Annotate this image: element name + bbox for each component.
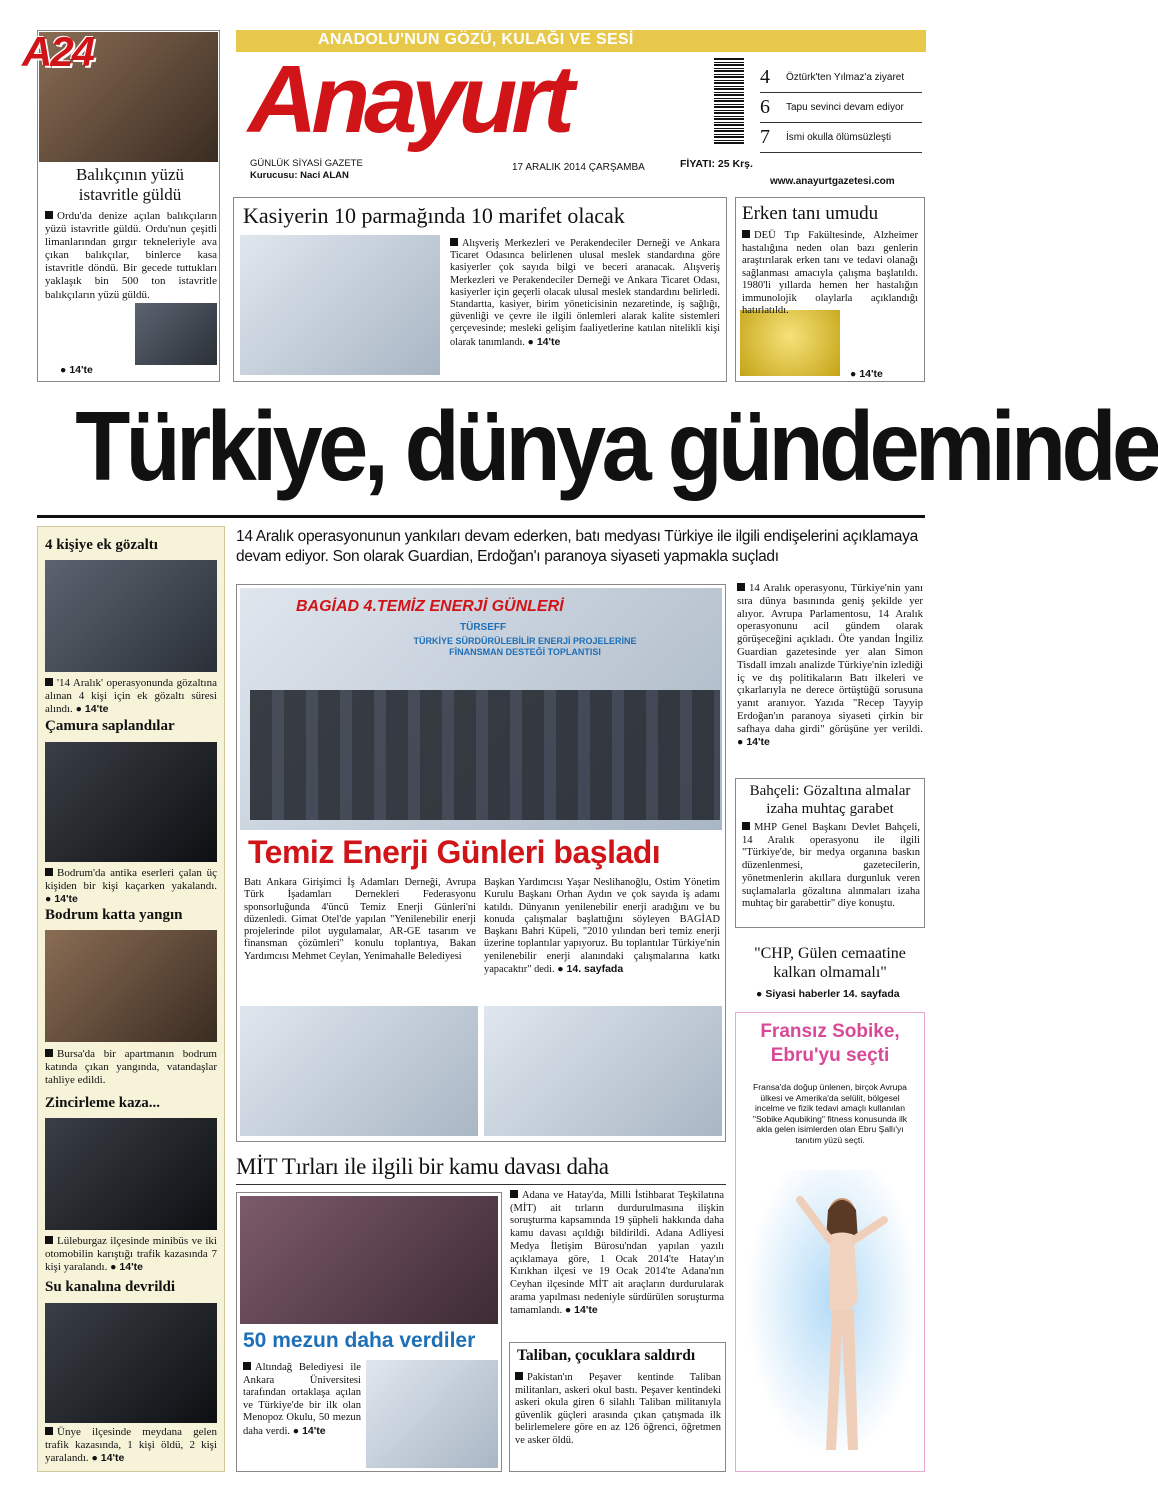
- news-text: [45, 1426, 217, 1465]
- news-title: Zincirleme kaza...: [45, 1095, 160, 1111]
- toc-title: Öztürk'ten Yılmaz'a ziyaret: [786, 72, 905, 83]
- news-photo: [45, 1118, 217, 1230]
- news-body: Lüleburgaz ilçesinde minibüs ve iki otomobilin karıştığı trafik kazasında 7 kişi yaralandı.: [45, 1235, 217, 1273]
- enerji-more[interactable]: ● 14. sayfada: [557, 963, 623, 975]
- news-photo: [45, 560, 217, 672]
- news-text: [45, 677, 217, 716]
- news-title: Su kanalına devrildi: [45, 1279, 176, 1295]
- fish-text: [45, 210, 217, 302]
- sobike-text: Fransa'da doğup ünlenen, birçok Avrupa ülkesi ve Amerika'da selülit, bölgesel incelme ve fizik tedavi amaçlı kullanılan "Sobike Aqubiking" fitness konusunda ilk akla gelen isimlerden olan Ebru Şallı'yı tanıtım yüzü seçti.: [752, 1082, 908, 1145]
- rule: [37, 515, 925, 518]
- taliban-title: Taliban, çocuklara saldırdı: [517, 1347, 696, 1364]
- fish-more[interactable]: ● 14'te: [60, 364, 93, 376]
- news-more[interactable]: ● 14'te: [76, 703, 109, 715]
- erken-body: DEÜ Tıp Fakültesinde, Alzheimer hastalığına neden olan bazı genlerin araştırılarak erken tanı ve tedavi olanağı sağlanması amacıyla çalışma başlatıldı. 1980'li yıllarda hemen her hastalığın immunolojik olaylarla açıklandığı hatırlatıldı.: [742, 230, 918, 316]
- subtitle: GÜNLÜK SİYASİ GAZETE: [250, 158, 363, 169]
- bahceli-title: Bahçeli: Gözaltına almalar izaha muhtaç garabet: [749, 783, 911, 817]
- fish-title: Balıkçının yüzü istavritle güldü: [75, 165, 185, 204]
- headline-deck: 14 Aralık operasyonunun yankıları devam ederken, batı medyası Türkiye ile ilgili endişelerini açıklamaya devam ediyor. Son olarak Guardian, Erdoğan'ı paranoya siyaseti yapmakla suçladı: [236, 528, 918, 565]
- toc-page: 6: [760, 96, 770, 118]
- legs-shape: [826, 1310, 858, 1450]
- news-more[interactable]: ● 14'te: [91, 1452, 124, 1464]
- news-more[interactable]: ● 14'te: [110, 1261, 143, 1273]
- bullet-icon: [515, 1372, 523, 1380]
- headline-body: 14 Aralık operasyonu, Türkiye'nin yanı sıra dünya basınında geniş şekilde yer alıyor. Avrupa Parlamentosu, 14 Aralık operasyonunu acil gündem olarak görüşeceğini açıkladı. Öte yandan İngiliz Guardian gazetesinde yer alan Simon Tisdall imzalı analizde Türkiye'nin izlediği iç ve dış politikaların Batı ilkeleri ve çıkarlarıyla ne derece örtüştüğü sorusuna yanıt aranıyor. Yazıda "Recep Tayyip Erdoğan'ın paranoya siyaseti çirkin bir safhaya daha girdi" görüşüne yer verildi.: [737, 582, 923, 735]
- taliban-body: Pakistan'ın Peşaver kentinde Taliban militanları, askeri okul bastı. Peşaver kentindeki askeri okula giren 6 silahlı Taliban militanıyla güvenlik güçleri arasında çıkan çatışmada ilk belirlemelere göre en az 126 öğrenci, öğretmen ve asker öldü.: [515, 1372, 721, 1446]
- a24-logo: A24: [22, 28, 94, 75]
- bullet-icon: [243, 1362, 251, 1370]
- website[interactable]: www.anayurtgazetesi.com: [770, 176, 895, 187]
- bullet-icon: [742, 822, 750, 830]
- enerji-people: [250, 690, 720, 820]
- barcode: [714, 58, 744, 144]
- toc-page: 7: [760, 126, 770, 148]
- logo: Anayurt: [248, 46, 569, 153]
- bullet-icon: [45, 211, 53, 219]
- erken-text: [742, 230, 918, 318]
- body-shape: [830, 1233, 858, 1314]
- bullet-icon: [45, 868, 53, 876]
- graduates-photo: [240, 1196, 498, 1324]
- news-photo: [45, 1303, 217, 1423]
- news-title: 4 kişiye ek gözaltı: [45, 537, 158, 553]
- erken-title: Erken tanı umudu: [742, 203, 879, 224]
- erken-more[interactable]: ● 14'te: [850, 368, 883, 380]
- kasiyer-more[interactable]: ● 14'te: [528, 336, 561, 348]
- bullet-icon: [450, 238, 458, 246]
- main-headline: Türkiye, dünya gündeminde: [75, 391, 1158, 501]
- toc-title: Tapu sevinci devam ediyor: [786, 102, 904, 113]
- mezun-title: 50 mezun daha verdiler: [243, 1329, 476, 1352]
- bullet-icon: [510, 1190, 518, 1198]
- bullet-icon: [45, 1236, 53, 1244]
- toc-item[interactable]: [760, 63, 922, 93]
- cash-register-photo: [240, 235, 440, 375]
- slogan: ANADOLU'NUN GÖZÜ, KULAĞI VE SESİ: [318, 31, 634, 48]
- toc-item[interactable]: [760, 123, 922, 153]
- issue-date: 17 ARALIK 2014 ÇARŞAMBA: [512, 162, 645, 173]
- bahceli-quote: "CHP, Gülen cemaatine kalkan olmamalı": [754, 945, 906, 981]
- toc-item[interactable]: [760, 93, 922, 123]
- kasiyer-text: [450, 238, 720, 349]
- bullet-icon: [742, 230, 750, 238]
- certificate-photo: [366, 1360, 498, 1468]
- taliban-text: [515, 1372, 721, 1447]
- bullet-icon: [737, 583, 745, 591]
- mezun-text: [243, 1362, 361, 1439]
- kasiyer-title: Kasiyerin 10 parmağında 10 marifet olacak: [243, 203, 625, 228]
- toc-title: İsmi okulla ölümsüzleşti: [786, 132, 892, 143]
- news-body: '14 Aralık' operasyonunda gözaltına alınan 4 kişi için ek gözaltı süresi alındı.: [45, 677, 217, 715]
- mit-text: [510, 1190, 724, 1318]
- enerji-text-1: Batı Ankara Girişimci İş Adamları Derneği, Avrupa Türk İşadamları Dernekleri Federasyonu sponsorluğunda 4'üncü Temiz Enerji Günleri'ni düzenledi. Gimat Otel'de yapılan "Yenilenebilir enerji projelerinde pilot uygulamalar, AR-GE tasarım ve finansman çözümleri" konulu toplantıya, Bakan Yardımcısı Mehmet Ceylan, Yenimahalle Belediyesi: [244, 877, 476, 962]
- news-text: [45, 867, 217, 906]
- enerji-banner-title: BAGİAD 4.TEMİZ ENERJİ GÜNLERİ: [296, 598, 564, 615]
- cell-photo: [740, 310, 840, 376]
- enerji-photo-3: [484, 1006, 722, 1136]
- enerji-banner-sub: TÜRSEFF: [460, 622, 507, 633]
- enerji-text-2: [484, 877, 720, 976]
- bullet-icon: [45, 1049, 53, 1057]
- sobike-title: Fransız Sobike, Ebru'yu seçti: [760, 1021, 900, 1066]
- mit-title: MİT Tırları ile ilgili bir kamu davası daha: [236, 1154, 609, 1179]
- enerji-banner-line: TÜRKİYE SÜRDÜRÜLEBİLİR ENERJİ PROJELERİNE FİNANSMAN DESTEĞİ TOPLANTISI: [413, 636, 637, 657]
- bullet-icon: [45, 678, 53, 686]
- news-title: Çamura saplandılar: [45, 718, 175, 734]
- mit-body: Adana ve Hatay'da, Milli İstihbarat Teşkilatına (MİT) ait tırların durdurulmasına ilişkin soruşturma kapsamında 19 şüpheli hakkında daha kamu davası açıldığı bildirildi. Adana Adliyesi Medya İletişim Bürosu'ndan yapılan yazılı açıklamaya göre, 1 Ocak 2014'te Hatay'ın Kırıkhan ilçesi ve 19 Ocak 2014'te Adana'nın Ceyhan ilçesinde MİT ait araçların durdurularak arama yapılması nedeniyle sürdürülen soruşturma tamamlandı.: [510, 1190, 724, 1317]
- mit-rule: [236, 1184, 726, 1185]
- price: FİYATI: 25 Krş.: [680, 158, 753, 170]
- headline-text: [737, 582, 923, 748]
- founder: Kurucusu: Naci ALAN: [250, 170, 349, 181]
- bahceli-text: [742, 822, 920, 911]
- kasiyer-body: Alışveriş Merkezleri ve Perakendeciler Derneği ve Ankara Ticaret Odasınca belirlenen ulusal meslek standardına göre kasiyerler çok sayıda bilgi ve beceri aranacak. Alışveriş Merkezleri ve Perakendeciler Derneği ve Ankara Ticaret Odası, kasiyerler için geçerli olacak ulusal meslek standardını belirledi. Standartta, kasiyer, birim yöneticisinin nezaretinde, iş sağlığı, güvenliği ve çevre ile ilgili önlemleri alarak kalite sistemleri çerçevesinde; mesleki gelişim faaliyetlerine katılan nitelikli kişi olarak tanımlandı.: [450, 238, 720, 348]
- fish-photo-2: [135, 303, 217, 365]
- enerji-body: Başkan Yardımcısı Yaşar Neslihanoğlu, Ostim Yönetim Kurulu Başkanı Orhan Aydın ve çok sayıda iş adamı katıldı. Dünyanın yenilenebilir enerji aradığını ve bu konuda çalışmalar başlattığını söyleyen BAGİAD Başkanı Bahri Küpeli, "2010 yılından beri temiz enerji üzerine toplantılar yapıyoruz. Bu toplantılar Türkiye'nin yenilenebilir enerji alanındaki çalışmalarına katkı yapacaktır" dedi.: [484, 877, 720, 976]
- mit-more[interactable]: ● 14'te: [565, 1304, 598, 1316]
- news-body: Bursa'da bir apartmanın bodrum katında çıkan yangında, vatandaşlar tahliye edildi.: [45, 1048, 217, 1086]
- woman-figure: [780, 1180, 900, 1460]
- news-title: Bodrum katta yangın: [45, 907, 183, 923]
- fish-body: Ordu'da denize açılan balıkçıların yüzü istavritle güldü. Ordu'nun çeşitli limanlarından gırgır tekneleriyle ava çıkan balıkçılar, binlerce kasa istavritle döndü. Bir gecede tuttukları yaklaşık bin 500 ton istavritle balıkçıların yüzü güldü.: [45, 210, 217, 301]
- news-text: [45, 1235, 217, 1274]
- enerji-photo-2: [240, 1006, 478, 1136]
- news-body: Bodrum'da antika eserleri çalan üç kişiden bir kişi kaçarken yakalandı.: [45, 867, 217, 892]
- bullet-icon: [45, 1427, 53, 1435]
- news-body: Ünye ilçesinde meydana gelen trafik kazasında, 1 kişi öldü, 2 kişi yaralandı.: [45, 1426, 217, 1464]
- bahceli-body: MHP Genel Başkanı Devlet Bahçeli, 14 Aralık operasyonu ile ilgili "Türkiye'de, bir medya organına baskın düzenlenmesi, gazetecilerin, yönetmenlerin akıllara durgunluk veren suçlamalarla gözaltına alınmaları izaha muhtaç bir garabettir" diye konuştu.: [742, 822, 920, 910]
- toc-page: 4: [760, 66, 770, 88]
- news-photo: [45, 742, 217, 862]
- headline-more[interactable]: ● 14'te: [737, 736, 770, 748]
- mezun-body: Altındağ Belediyesi ile Ankara Üniversitesi tarafından ortaklaşa açılan ve Türkiye'de bir ilk olan Menopoz Okulu, 50 mezun daha verdi.: [243, 1362, 361, 1437]
- mezun-more[interactable]: ● 14'te: [293, 1425, 326, 1437]
- news-text: [45, 1048, 217, 1087]
- enerji-title: Temiz Enerji Günleri başladı: [248, 834, 661, 870]
- news-more[interactable]: ● 14'te: [45, 893, 78, 905]
- news-photo: [45, 930, 217, 1042]
- bahceli-more[interactable]: ● Siyasi haberler 14. sayfada: [756, 988, 900, 1000]
